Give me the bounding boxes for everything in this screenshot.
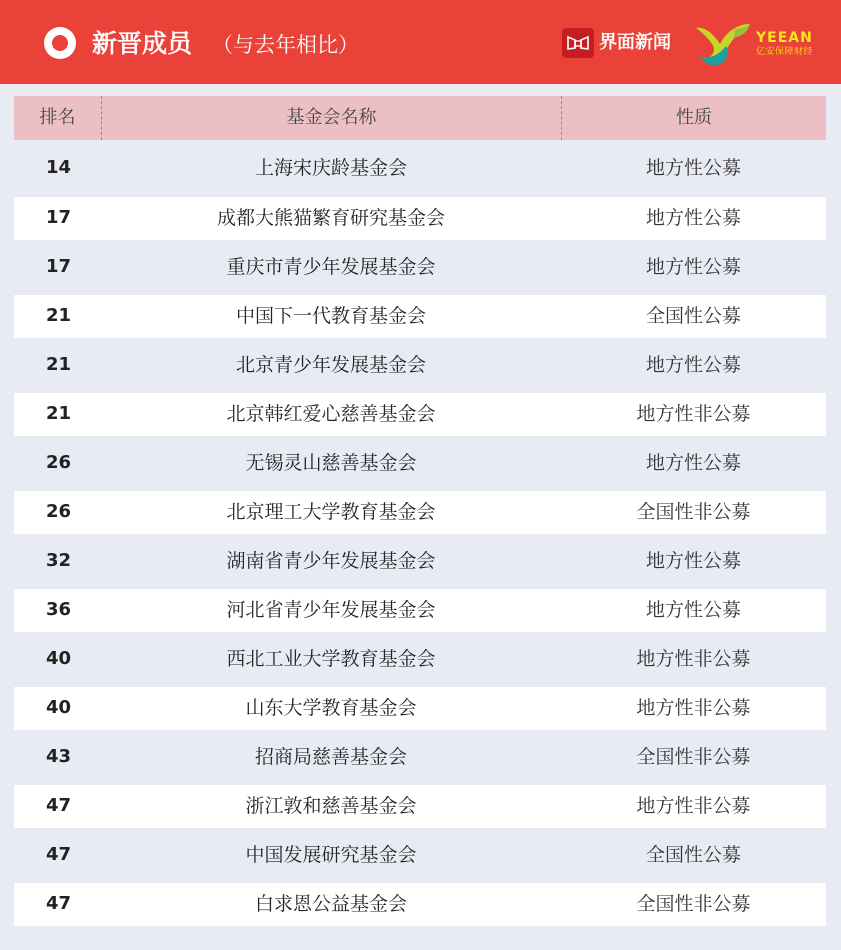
rank-cell: 47 <box>45 795 72 816</box>
foundation-name-cell: 中国下一代教育基金会 <box>235 305 426 327</box>
rank-cell: 21 <box>45 354 72 375</box>
foundation-type-cell: 地方性公募 <box>645 599 741 621</box>
foundation-name-cell: 成都大熊猫繁育研究基金会 <box>216 207 445 229</box>
column-header-name: 基金会名称 <box>101 96 561 140</box>
foundation-name-cell: 湖南省青少年发展基金会 <box>226 550 436 572</box>
foundation-type-cell: 全国性非公募 <box>636 746 751 768</box>
rank-cell: 26 <box>45 452 72 473</box>
rank-cell: 21 <box>45 403 72 424</box>
rank-cell: 17 <box>45 256 72 277</box>
foundation-type-cell: 地方性公募 <box>645 256 741 278</box>
foundation-name-cell: 北京理工大学教育基金会 <box>226 501 436 523</box>
rank-cell: 21 <box>45 305 72 326</box>
foundation-type-cell: 地方性非公募 <box>636 403 751 425</box>
foundation-name-cell: 中国发展研究基金会 <box>245 844 417 866</box>
jiemian-brand-text: 界面新闻 <box>599 32 671 53</box>
rank-cell: 47 <box>45 844 72 865</box>
foundation-type-cell: 全国性公募 <box>645 844 741 866</box>
table-row <box>14 540 826 583</box>
foundation-type-cell: 地方性公募 <box>645 354 741 376</box>
foundation-name-cell: 重庆市青少年发展基金会 <box>226 256 436 278</box>
yeean-brand-text: YEEAN <box>756 30 813 46</box>
table-row <box>14 736 826 779</box>
rank-cell: 14 <box>45 157 72 178</box>
yeean-logo-icon <box>694 20 754 68</box>
foundation-type-cell: 地方性非公募 <box>636 648 751 670</box>
foundation-name-cell: 上海宋庆龄基金会 <box>254 157 407 179</box>
foundation-name-cell: 河北省青少年发展基金会 <box>226 599 436 621</box>
column-header-rank: 排名 <box>39 107 76 128</box>
foundation-name-cell: 浙江敦和慈善基金会 <box>245 795 417 817</box>
foundation-type-cell: 地方性公募 <box>645 207 741 229</box>
rank-cell: 47 <box>45 893 72 914</box>
foundation-name-cell: 北京青少年发展基金会 <box>235 354 426 376</box>
table-row <box>14 442 826 485</box>
foundation-name-cell: 北京韩红爱心慈善基金会 <box>226 403 436 425</box>
foundation-type-cell: 地方性公募 <box>645 452 741 474</box>
table-row <box>14 785 826 828</box>
rank-cell: 17 <box>45 207 72 228</box>
table-row <box>14 295 826 338</box>
table-row <box>14 491 826 534</box>
page-title: 新晋成员 <box>92 29 193 58</box>
members-table <box>14 96 826 915</box>
foundation-name-cell: 山东大学教育基金会 <box>245 697 417 719</box>
column-header-type: 性质 <box>561 96 826 140</box>
table-row <box>14 140 826 196</box>
foundation-type-cell: 地方性非公募 <box>636 795 751 817</box>
yeean-brand-subtext: 亿安保障财经 <box>756 47 814 57</box>
table-header <box>14 96 826 140</box>
foundation-type-cell: 全国性非公募 <box>636 501 751 523</box>
foundation-name-cell: 西北工业大学教育基金会 <box>226 648 436 670</box>
table-row <box>14 834 826 877</box>
circle-icon <box>44 27 76 59</box>
table-row <box>14 344 826 387</box>
foundation-name-cell: 白求恩公益基金会 <box>254 893 407 915</box>
table-row <box>14 197 826 240</box>
foundation-type-cell: 全国性非公募 <box>636 893 751 915</box>
rank-cell: 43 <box>45 746 72 767</box>
table-row <box>14 589 826 632</box>
rank-cell: 40 <box>45 697 72 718</box>
rank-cell: 36 <box>45 599 72 620</box>
table-row <box>14 638 826 681</box>
table-row <box>14 246 826 289</box>
foundation-type-cell: 全国性公募 <box>645 305 741 327</box>
rank-cell: 32 <box>45 550 72 571</box>
rank-cell: 26 <box>45 501 72 522</box>
page-subtitle: （与去年相比） <box>212 33 359 57</box>
foundation-type-cell: 地方性公募 <box>645 157 741 179</box>
table-row <box>14 883 826 926</box>
rank-cell: 40 <box>45 648 72 669</box>
header-bar <box>0 0 841 84</box>
table-row <box>14 687 826 730</box>
foundation-type-cell: 地方性公募 <box>645 550 741 572</box>
foundation-type-cell: 地方性非公募 <box>636 697 751 719</box>
table-row <box>14 393 826 436</box>
foundation-name-cell: 无锡灵山慈善基金会 <box>245 452 417 474</box>
jiemian-logo-icon <box>562 28 594 58</box>
foundation-name-cell: 招商局慈善基金会 <box>254 746 407 768</box>
